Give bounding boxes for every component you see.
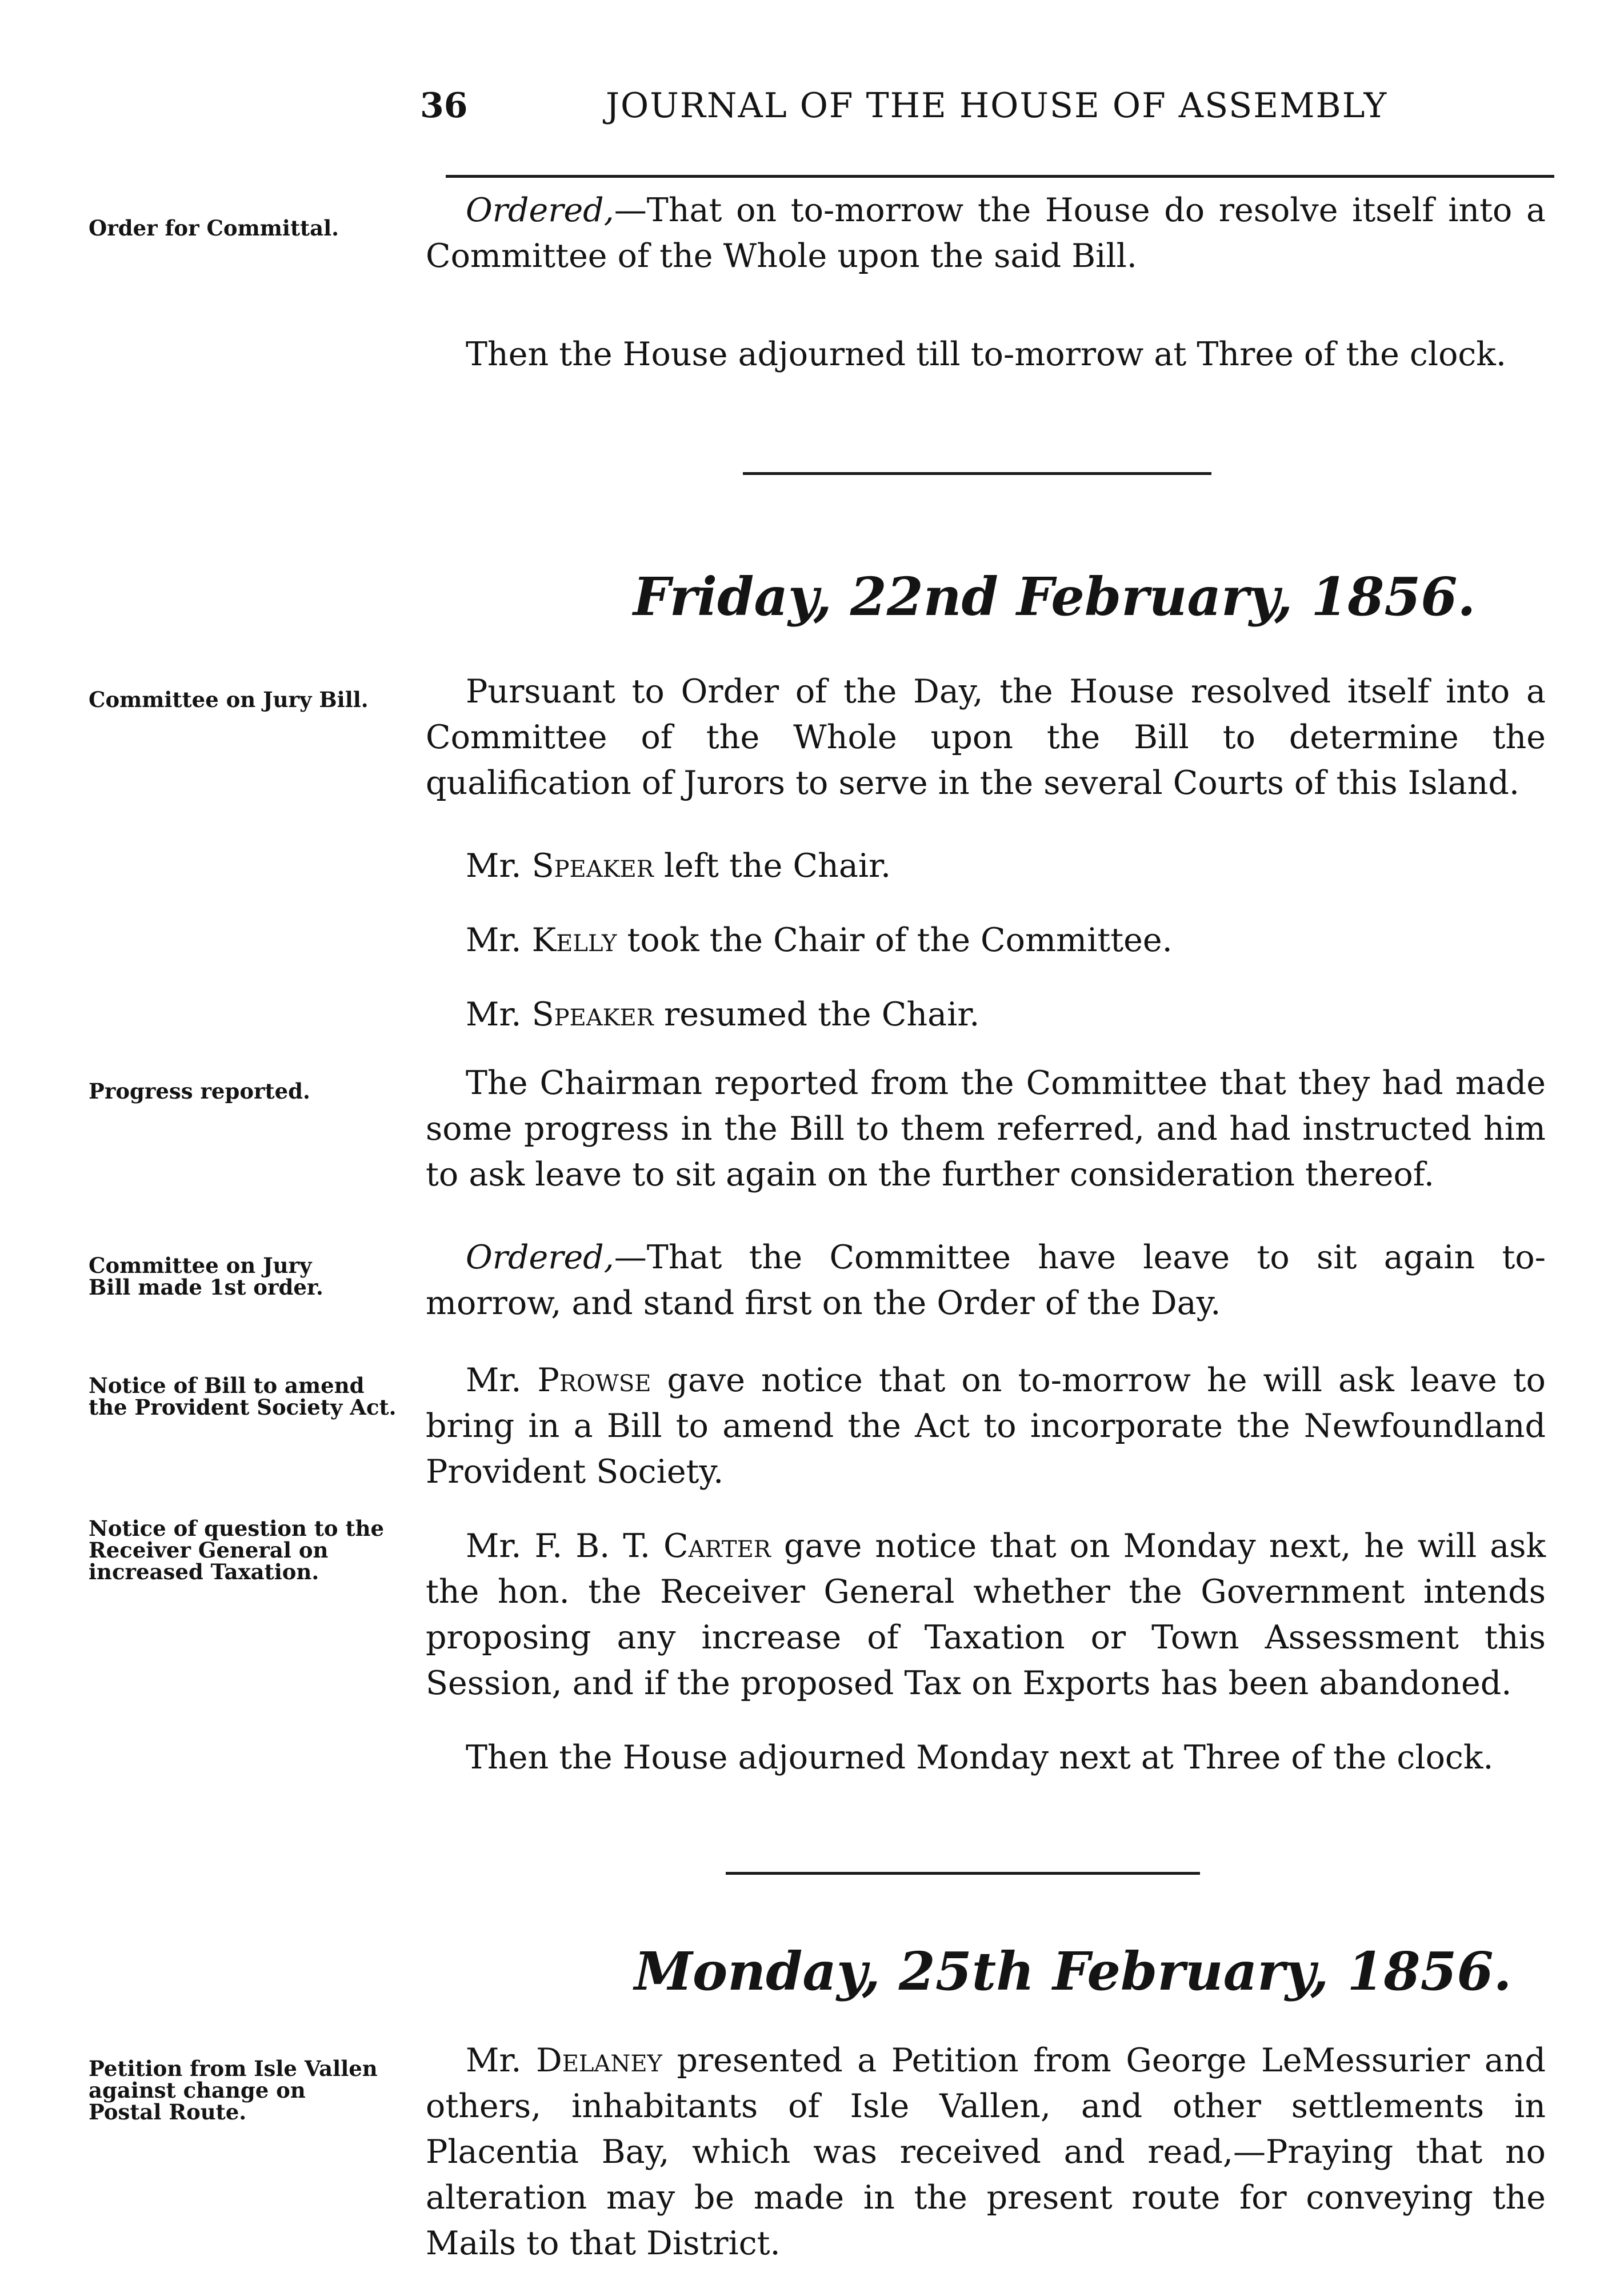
margin-note-first-order: Committee on Jury Bill made 1st order. (89, 1253, 323, 1300)
margin-note-isle-vallen-petition: Petition from Isle Vallen against change on Postal Route. (89, 2056, 378, 2125)
paragraph-adjourned-1: Then the House adjourned till to-morrow at Three of the clock. (466, 336, 1506, 373)
paragraph-prowse-notice: Mr. Prowse gave notice that on to-morrow he will ask leave to bring in a Bill to amend the Act to incorporate the Newfoundland Provident Society. (426, 1361, 1546, 1491)
paragraph-chairman-reported: The Chairman reported from the Committee that they had made some progress in the Bill to them referred, and had instructed him to ask leave to sit again on the further consideration thereof. (426, 1064, 1546, 1193)
ordered-text: —That on to-morrow the House do resolve itself into a Committee of the Whole upon the said Bill. (426, 191, 1546, 275)
member-name: Delaney (536, 2042, 662, 2079)
margin-note-progress-reported: Progress reported. (89, 1079, 310, 1104)
paragraph-ordered-committal (426, 187, 1546, 279)
header-rule (446, 175, 1554, 178)
margin-note-committee-jury-bill: Committee on Jury Bill. (89, 687, 369, 712)
ordered-text: —That the Committee have leave to sit again to-morrow, and stand first on the Order of the Day. (426, 1239, 1546, 1322)
date-heading-friday: Friday, 22nd February, 1856. (633, 566, 1476, 628)
page-number: 36 (420, 86, 468, 126)
member-name: Kelly (531, 921, 617, 959)
paragraph-speaker-resumed: Mr. Speaker resumed the Chair. (466, 996, 980, 1033)
member-name: Carter (663, 1527, 771, 1565)
section-divider (743, 472, 1211, 475)
ordered-label: Ordered, (466, 191, 614, 229)
member-name: Speaker (531, 996, 654, 1033)
paragraph-adjourned-2: Then the House adjourned Monday next at Three of the clock. (466, 1739, 1494, 1776)
ordered-label: Ordered, (466, 1239, 614, 1276)
margin-note-provident-society: Notice of Bill to amend the Provident Society Act. (89, 1373, 397, 1420)
member-name: Prowse (537, 1361, 651, 1399)
running-title: JOURNAL OF THE HOUSE OF ASSEMBLY (606, 86, 1388, 126)
paragraph-pursuant: Pursuant to Order of the Day, the House resolved itself into a Committee of the Whole upon the Bill to determine the qualification of Jurors to serve in the several Courts of this Island. (426, 673, 1546, 802)
paragraph-delaney-petition: Mr. Delaney presented a Petition from George LeMessurier and others, inhabitants of Isle Vallen, and other settlements in Placentia Bay, which was received and read,—Praying that no alteration may be made in the present route for conveying the Mails to that District. (426, 2042, 1546, 2262)
paragraph-carter-notice: Mr. F. B. T. Carter gave notice that on Monday next, he will ask the hon. the Receiver General whether the Government intends proposing any increase of Taxation or Town Assessment this Session, and if the proposed Tax on Exports has been abandoned. (426, 1527, 1546, 1702)
paragraph-ordered-leave (426, 1235, 1546, 1326)
section-divider (726, 1872, 1200, 1875)
date-heading-monday: Monday, 25th February, 1856. (634, 1940, 1512, 2002)
member-name: Speaker (531, 847, 654, 885)
paragraph-kelly-chair: Mr. Kelly took the Chair of the Committee. (466, 921, 1173, 959)
paragraph-speaker-left: Mr. Speaker left the Chair. (466, 847, 891, 885)
margin-note-taxation-question: Notice of question to the Receiver General on increased Taxation. (89, 1516, 385, 1584)
margin-note-order-for-committal: Order for Committal. (89, 215, 339, 241)
